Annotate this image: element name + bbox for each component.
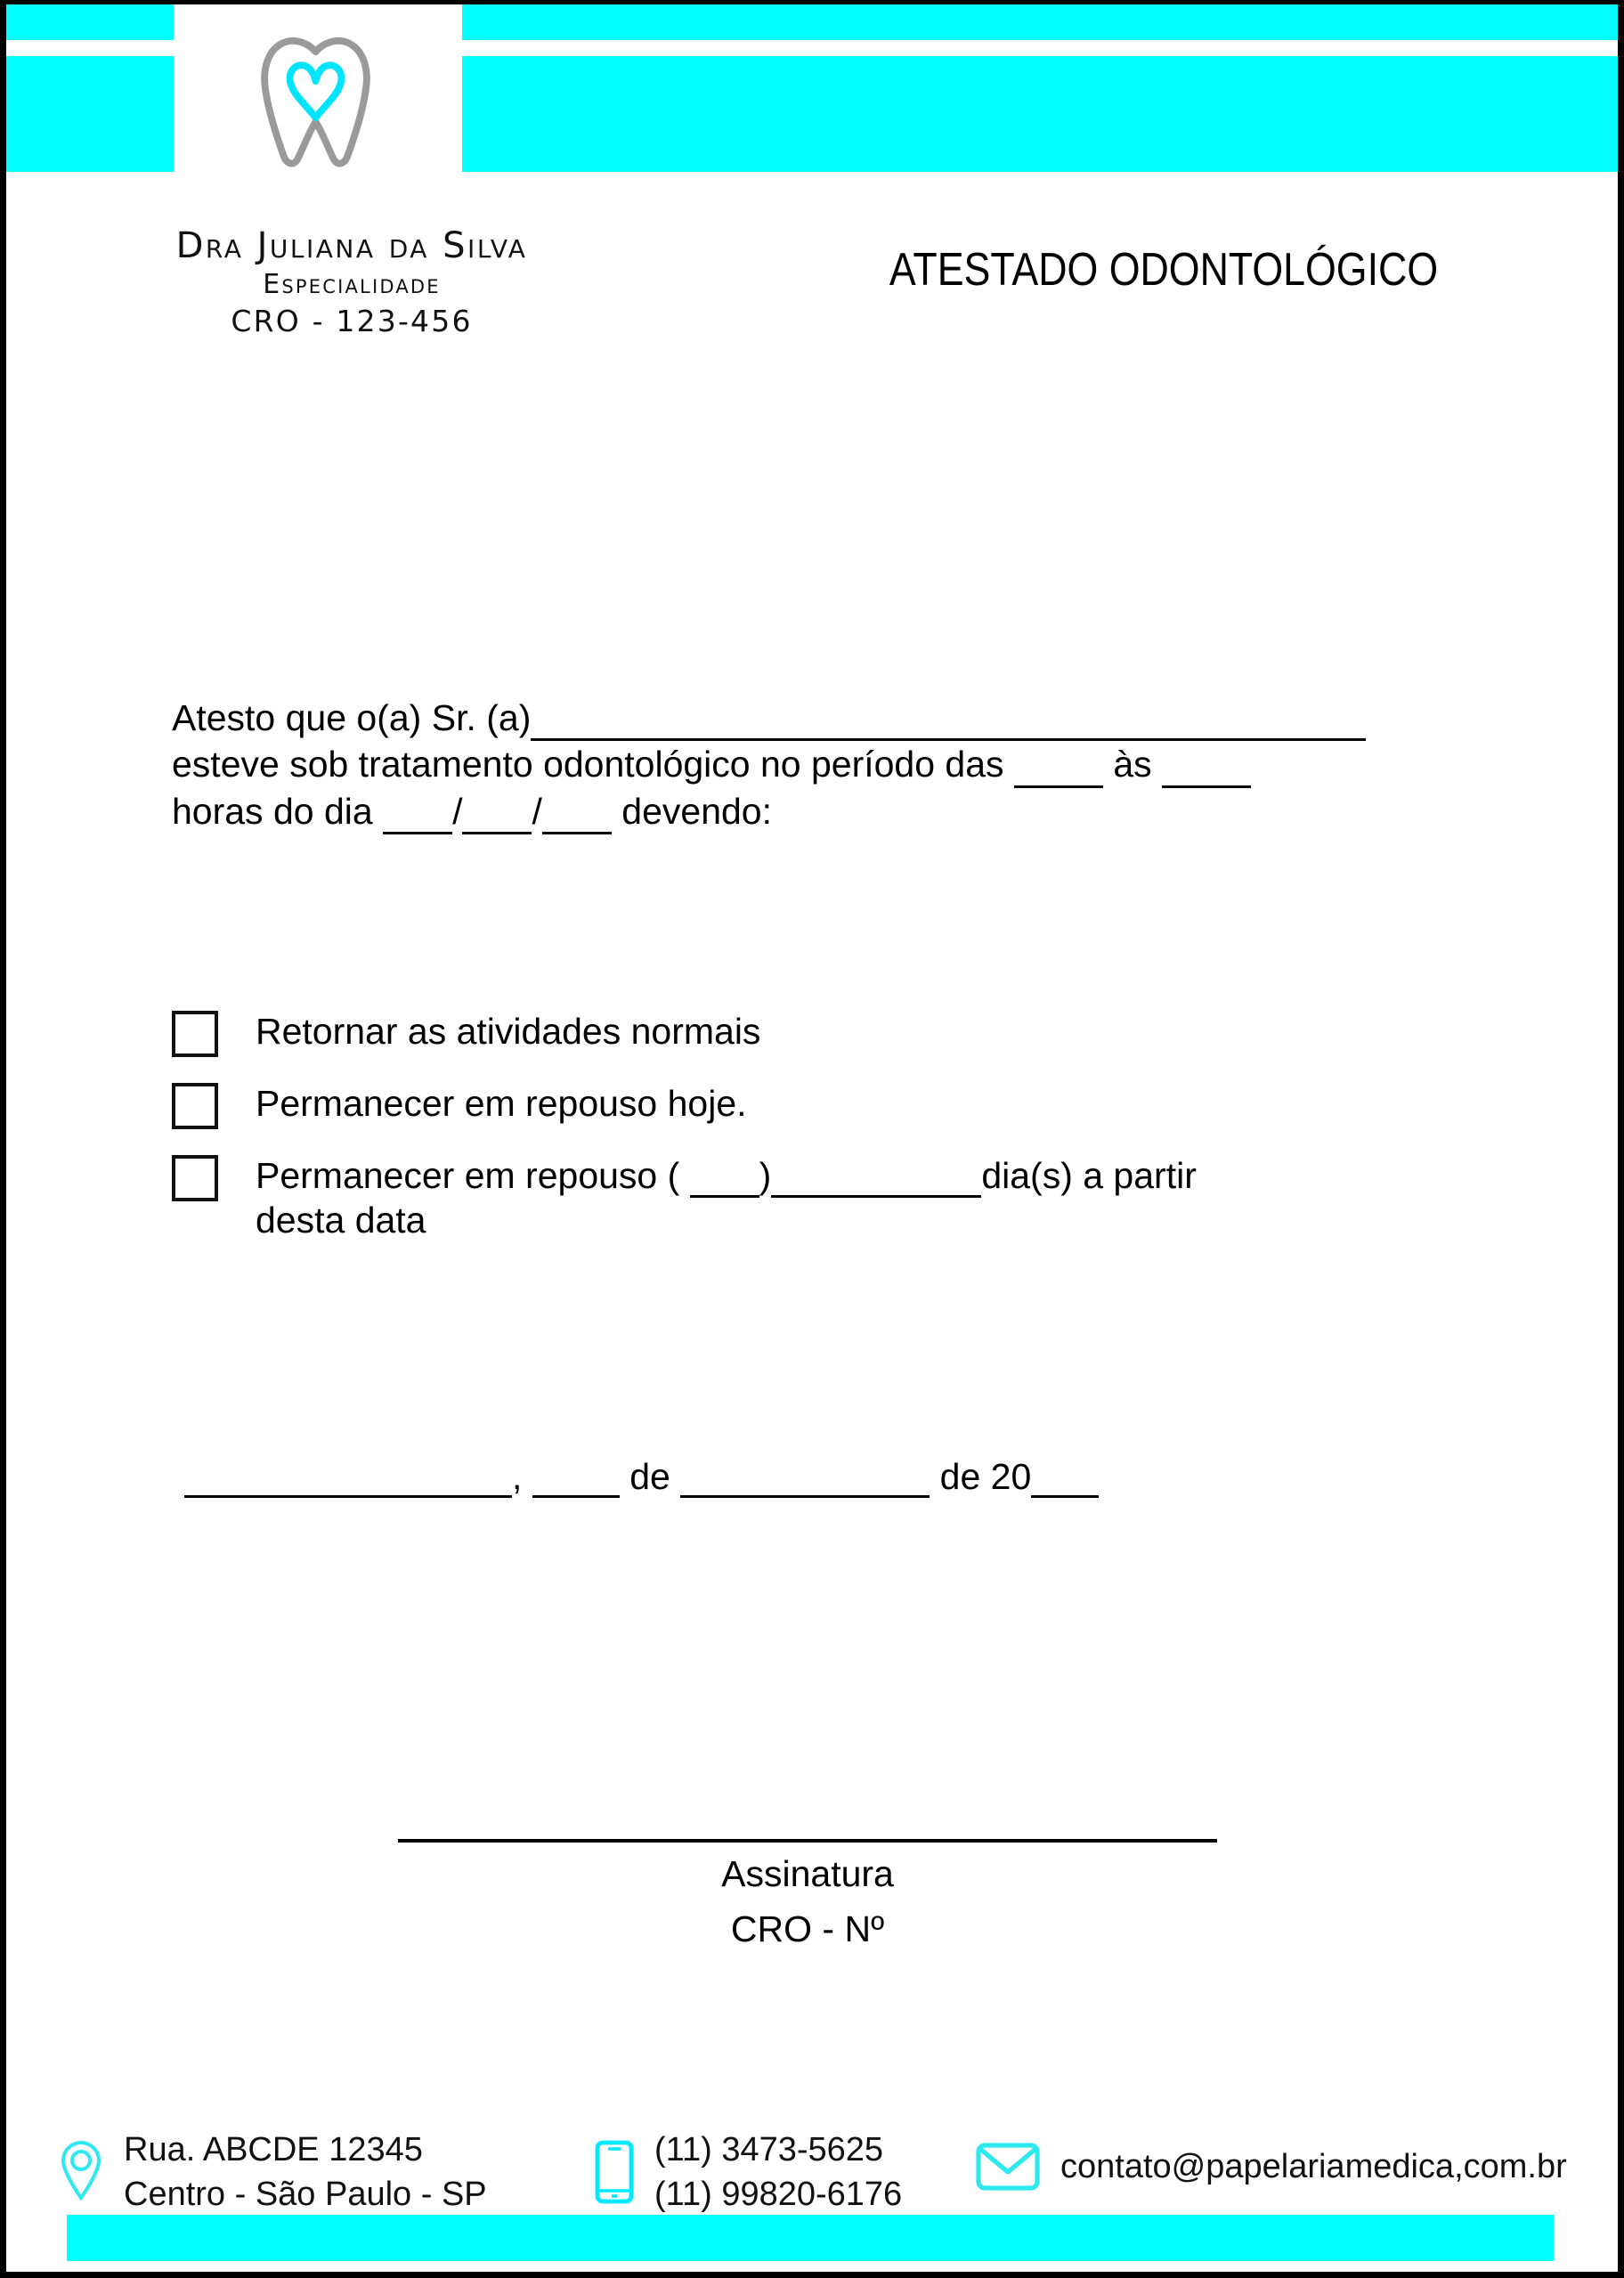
date-comma: , [512, 1456, 523, 1497]
date-de-2: de [939, 1456, 981, 1497]
year-blank[interactable] [542, 801, 612, 834]
rest-days-prefix: Permanecer em repouso ( [256, 1155, 680, 1196]
footer-phone [594, 2127, 902, 2217]
header-band-thick-right [462, 56, 1618, 172]
rest-days-suffix: dia(s) a partir [981, 1155, 1197, 1196]
city-blank[interactable] [184, 1465, 512, 1498]
footer-email [975, 2142, 1567, 2192]
header-band-thin-right [462, 4, 1618, 40]
footer-email-text: contato@papelariamedica,com.br [1060, 2147, 1567, 2185]
date-de-1: de [629, 1456, 670, 1497]
signature-cro-label: CRO - Nº [730, 1908, 885, 1949]
footer-phone-line2: (11) 99820-6176 [654, 2176, 903, 2214]
checkbox-return-normal[interactable] [172, 1011, 218, 1057]
date-day-blank[interactable] [532, 1465, 620, 1498]
doctor-cro-number: CRO - 123-456 [231, 303, 473, 338]
day-blank[interactable] [383, 801, 452, 834]
signature-block [398, 1839, 1217, 1952]
rest-days-line2: desta data [256, 1200, 426, 1241]
rest-days-count-blank[interactable] [690, 1165, 759, 1198]
body-line-date [172, 788, 1445, 834]
footer-address-line2: Centro - São Paulo - SP [124, 2176, 487, 2214]
month-blank[interactable] [462, 801, 532, 834]
body-line3-prefix: horas do dia [172, 790, 373, 832]
time-from-blank[interactable] [1014, 755, 1103, 788]
rest-days-written-blank[interactable] [771, 1165, 981, 1198]
footer-phone-line1: (11) 3473-5625 [654, 2131, 884, 2168]
date-month-blank[interactable] [680, 1465, 930, 1498]
place-and-date-line [184, 1456, 1099, 1498]
body-line1-prefix: Atesto que o(a) Sr. (a) [172, 697, 532, 738]
signature-rule[interactable] [398, 1839, 1217, 1843]
envelope-icon [975, 2142, 1041, 2192]
date-year-prefix: 20 [990, 1456, 1032, 1497]
checkbox-rest-today[interactable] [172, 1083, 218, 1129]
footer-address-line1: Rua. ABCDE 12345 [124, 2131, 423, 2168]
rest-days-mid: ) [759, 1155, 772, 1196]
option-row-rest-today[interactable] [172, 1081, 1454, 1129]
signature-label: Assinatura [721, 1853, 894, 1894]
doctor-specialty: Especialidade [263, 269, 441, 301]
date-separator-2: / [532, 790, 542, 832]
location-pin-icon [58, 2139, 104, 2205]
body-line2-mid: às [1113, 744, 1152, 785]
checkbox-rest-days[interactable] [172, 1155, 218, 1201]
doctor-name: Dra Juliana da Silva [175, 225, 528, 266]
body-line2-prefix: esteve sob tratamento odontológico no período das [172, 744, 1004, 785]
option-row-rest-days[interactable] [172, 1153, 1454, 1242]
footer-phone-text [654, 2127, 902, 2217]
options-list [172, 1009, 1454, 1266]
body-line3-suffix: devendo: [621, 790, 773, 832]
option-label-rest-today: Permanecer em repouso hoje. [256, 1083, 747, 1124]
date-year-blank[interactable] [1031, 1465, 1099, 1498]
header-band-thin-left [6, 4, 174, 40]
body-line-period [172, 741, 1445, 787]
tooth-heart-logo-icon [242, 29, 389, 176]
doctor-info-block [76, 227, 628, 338]
time-to-blank[interactable] [1162, 755, 1251, 788]
header-decorative-bands [6, 4, 1618, 183]
document-title: ATESTADO ODONTOLÓGICO [889, 244, 1439, 296]
footer-address [58, 2127, 487, 2217]
option-row-return-normal[interactable] [172, 1009, 1454, 1057]
option-label-rest-days [256, 1153, 1197, 1242]
footer-address-text [124, 2127, 487, 2217]
header-band-thick-left [6, 56, 174, 172]
certificate-body [172, 695, 1445, 834]
patient-name-blank[interactable] [531, 708, 1366, 741]
smartphone-icon [594, 2139, 635, 2205]
option-label-return-normal: Retornar as atividades normais [256, 1011, 761, 1052]
body-line-patient [172, 695, 1445, 741]
date-separator-1: / [452, 790, 463, 832]
footer-accent-bar [67, 2215, 1554, 2261]
